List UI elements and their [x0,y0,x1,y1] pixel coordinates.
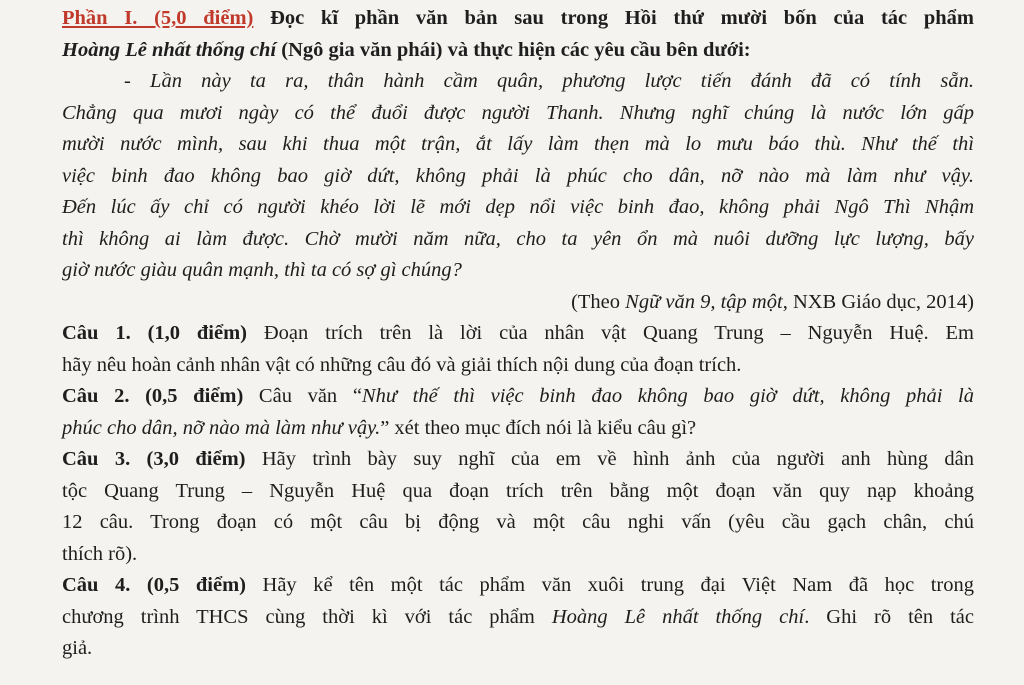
section-intro-line-1 [62,3,974,35]
question-2-label: Câu 2. (0,5 điểm) [62,385,244,407]
question-4-work-title: Hoàng Lê nhất thống chí [551,605,805,628]
question-2-text-post: ” xét theo mục đích nói là kiểu câu gì? [380,416,697,439]
question-line: tộc Quang Trung – Nguyễn Huệ qua đoạn trích trên bằng một đoạn văn quy nạp khoảng [62,479,974,502]
question-line: hãy nêu hoàn cảnh nhân vật có những câu đó và giải thích nội dung của đoạn trích. [62,353,742,376]
question-line [62,318,974,350]
question-3 [62,444,974,570]
question-1-text: Đoạn trích trên là lời của nhân vật Quang Trung – Nguyễn Huệ. Em [247,322,974,344]
excerpt-line: mười nước mình, sau khi thua một trận, ắt lấy làm thẹn mà lo mưu báo thù. Như thế thì [62,133,974,155]
question-line [62,413,974,445]
excerpt-line: việc binh đao không bao giờ dứt, không phải là phúc cho dân, nỡ nào mà làm như vậy. [62,164,974,187]
question-2-quote: Như thế thì việc binh đao không bao giờ dứt, không phải là [361,385,974,407]
source-book: Ngữ văn 9, tập một [625,290,783,313]
question-1-label: Câu 1. (1,0 điểm) [62,322,247,344]
excerpt-block [62,66,974,318]
question-line: thích rõ). [62,542,138,565]
excerpt-line: Chẳng qua mươi ngày có thể đuổi được người Thanh. Nhưng nghĩ chúng là nước lớn gấp [62,101,974,124]
question-line: 12 câu. Trong đoạn có một câu bị động và một câu nghi vấn (yêu cầu gạch chân, chú [62,511,974,533]
question-2-quote-cont: phúc cho dân, nỡ nào mà làm như vậy. [62,416,381,439]
excerpt-line: - Lần này ta ra, thân hành cầm quân, phương lược tiến đánh đã có tính sẵn. [124,70,974,92]
question-line [62,381,974,413]
excerpt-line: thì không ai làm được. Chờ mười năm nữa, cho ta yên ổn mà nuôi dưỡng lực lượng, bấy [62,227,974,250]
question-4-label: Câu 4. (0,5 điểm) [62,574,246,596]
excerpt-source [62,287,974,319]
question-2-text-pre: Câu văn “ [243,385,362,407]
section-intro-text-2: (Ngô gia văn phái) và thực hiện các yêu cầu bên dưới: [276,38,751,61]
question-line [62,570,974,602]
question-4-text-post: . Ghi rõ tên tác [804,605,974,628]
section-intro-text-1: Đọc kĩ phần văn bản sau trong Hồi thứ mười bốn của tác phẩm [253,7,974,29]
section-heading: Phần I. (5,0 điểm) [62,7,254,29]
work-title: Hoàng Lê nhất thống chí [62,38,277,61]
question-1 [62,318,974,381]
question-3-label: Câu 3. (3,0 điểm) [62,448,246,470]
source-post: , NXB Giáo dục, 2014) [782,290,974,313]
section-intro-line-2 [62,35,974,67]
question-line [62,602,974,634]
source-pre: (Theo [571,290,626,313]
question-4-text: Hãy kể tên một tác phẩm văn xuôi trung đại Việt Nam đã học trong [245,574,974,596]
question-line: giả. [62,637,93,659]
question-4 [62,570,974,665]
question-4-text-pre: chương trình THCS cùng thời kì với tác phẩm [62,605,552,628]
excerpt-line: giờ nước giàu quân mạnh, thì ta có sợ gì chúng? [62,259,462,281]
question-line [62,444,974,476]
excerpt-line: Đến lúc ấy chỉ có người khéo lời lẽ mới dẹp nổi việc binh đao, không phải Ngô Thì Nhậm [62,196,974,218]
question-3-text: Hãy trình bày suy nghĩ của em về hình ảnh của người anh hùng dân [245,448,974,470]
question-2 [62,381,974,444]
